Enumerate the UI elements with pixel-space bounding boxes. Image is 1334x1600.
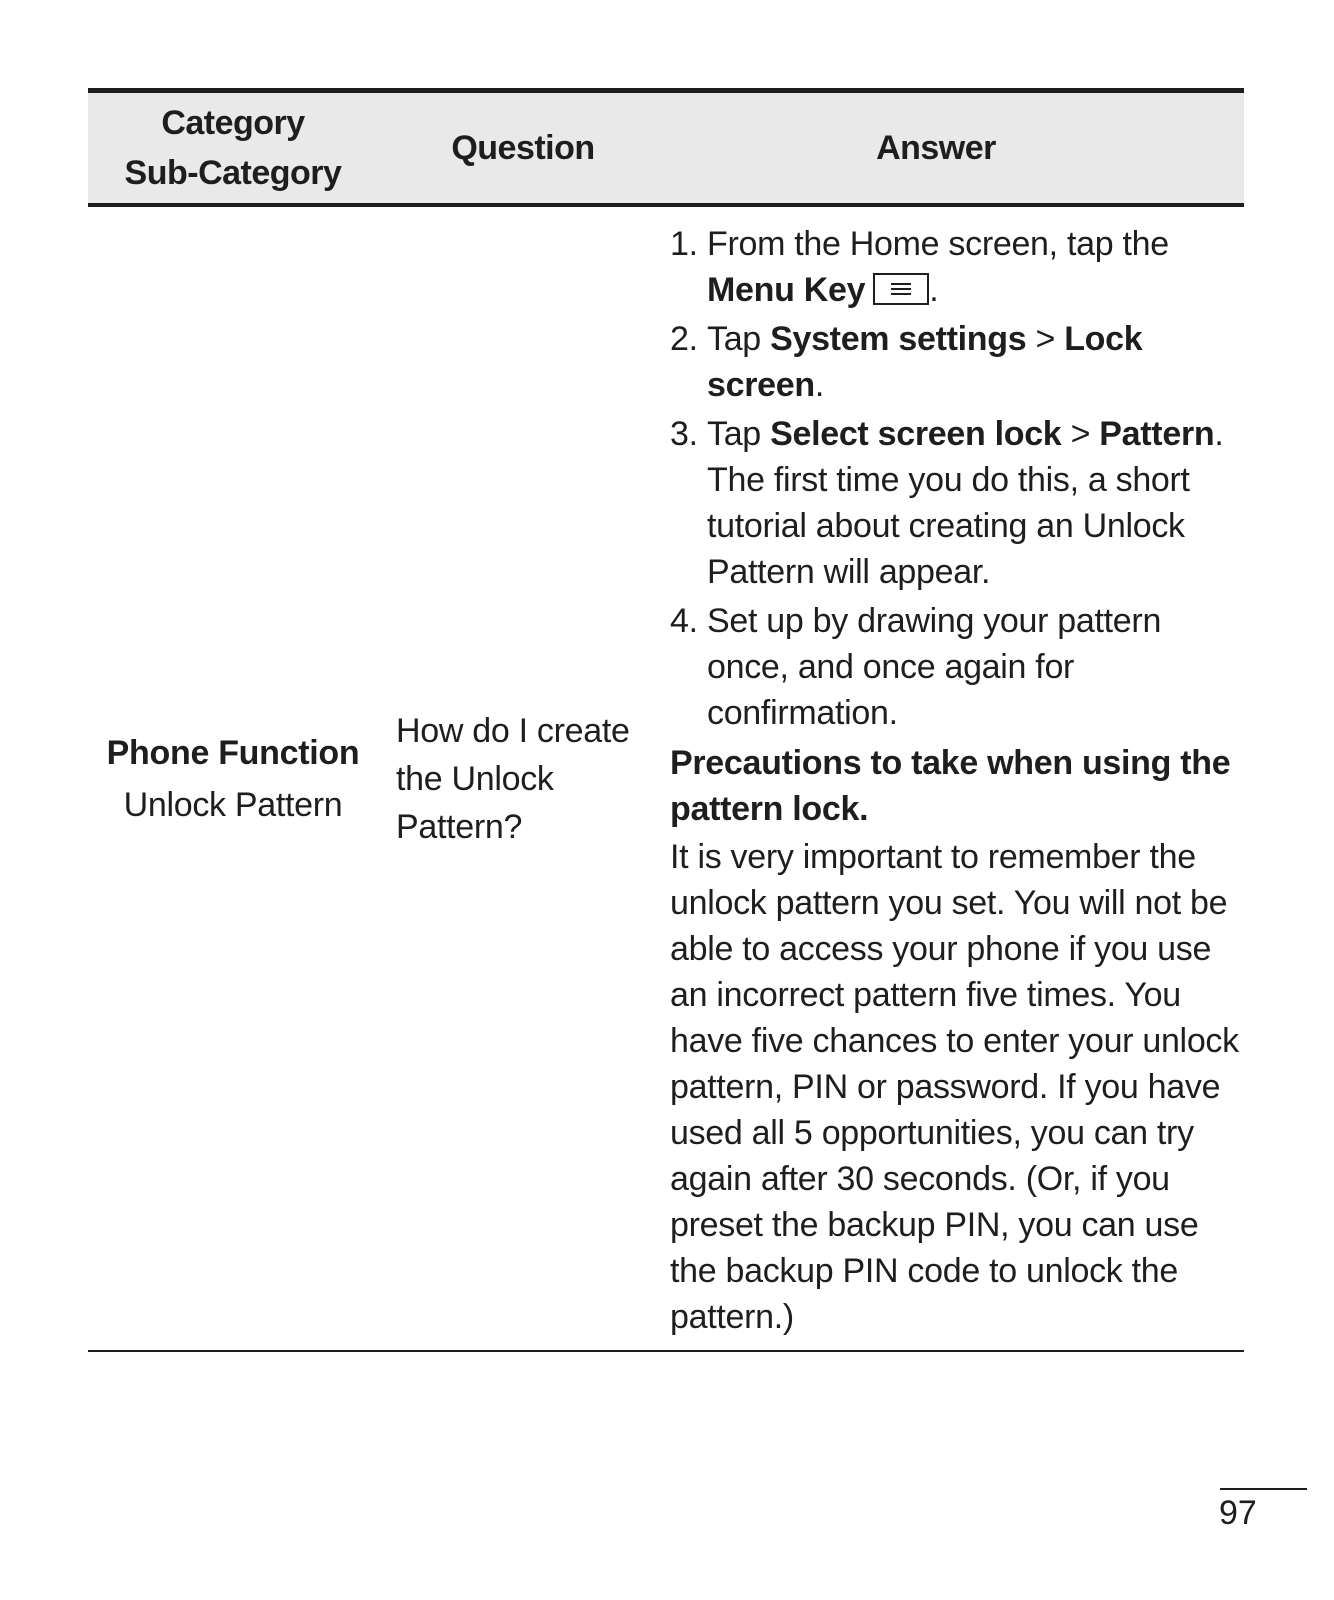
step-2-number: 2.	[670, 320, 698, 358]
table-row	[88, 205, 1244, 1351]
page-number: 97	[1219, 1494, 1257, 1532]
step-2-bold-2: Lock screen	[707, 320, 1143, 404]
step-2-text: Tap	[707, 320, 761, 358]
step-3-bold: Select screen lock	[770, 415, 1062, 453]
step-2-end: .	[814, 366, 824, 404]
step-3-text: Tap	[707, 415, 761, 453]
header-category-label: Category	[161, 104, 305, 142]
question-text: How do I create the Unlock Pattern?	[396, 711, 630, 846]
step-2	[670, 316, 1244, 408]
step-1-number: 1.	[670, 225, 698, 263]
step-4	[670, 598, 1244, 736]
faq-table	[88, 88, 1244, 1352]
header-question-label: Question	[451, 129, 595, 167]
step-3	[670, 411, 1244, 595]
category-cell	[88, 205, 378, 1351]
step-1-end: .	[929, 271, 939, 309]
category-label: Phone Function	[106, 733, 360, 772]
header-category	[88, 91, 378, 206]
step-3-separator: >	[1070, 415, 1091, 453]
step-4-number: 4.	[670, 602, 698, 640]
step-1-bold: Menu Key	[707, 271, 866, 309]
step-1-text: From the Home screen, tap the	[707, 225, 1169, 263]
step-3-number: 3.	[670, 415, 698, 453]
header-answer-label: Answer	[876, 129, 996, 167]
table-header	[88, 91, 1244, 206]
page-number-rule	[1220, 1488, 1307, 1490]
precautions-body: It is very important to remember the unlock pattern you set. You will not be able to access your phone if you use an incorrect pattern five times. You have five chances to enter your unlock pattern, PIN or password. If you have used all 5 opportunities, you can try again after 30 seconds. (Or, if you preset the backup PIN, you can use the backup PIN code to unlock the pattern.)	[670, 838, 1239, 1336]
sub-category-label: Unlock Pattern	[123, 785, 343, 824]
step-1	[670, 221, 1244, 313]
header-answer	[668, 91, 1244, 206]
answer-steps	[670, 221, 1244, 736]
question-cell	[378, 205, 668, 1351]
menu-key-icon	[873, 273, 929, 305]
step-4-text: Set up by drawing your pattern once, and once again for confirmation.	[707, 602, 1162, 732]
step-2-bold: System settings	[770, 320, 1027, 358]
header-sub-category-label: Sub-Category	[124, 154, 342, 192]
header-row	[88, 91, 1244, 206]
header-question	[378, 91, 668, 206]
step-3-bold-2: Pattern	[1099, 415, 1215, 453]
precautions-title: Precautions to take when using the pattern lock.	[670, 744, 1231, 828]
answer-cell	[668, 205, 1244, 1351]
step-2-separator: >	[1035, 320, 1056, 358]
step-3-end: . The first time you do this, a short tutorial about creating an Unlock Pattern will appear.	[707, 415, 1224, 591]
